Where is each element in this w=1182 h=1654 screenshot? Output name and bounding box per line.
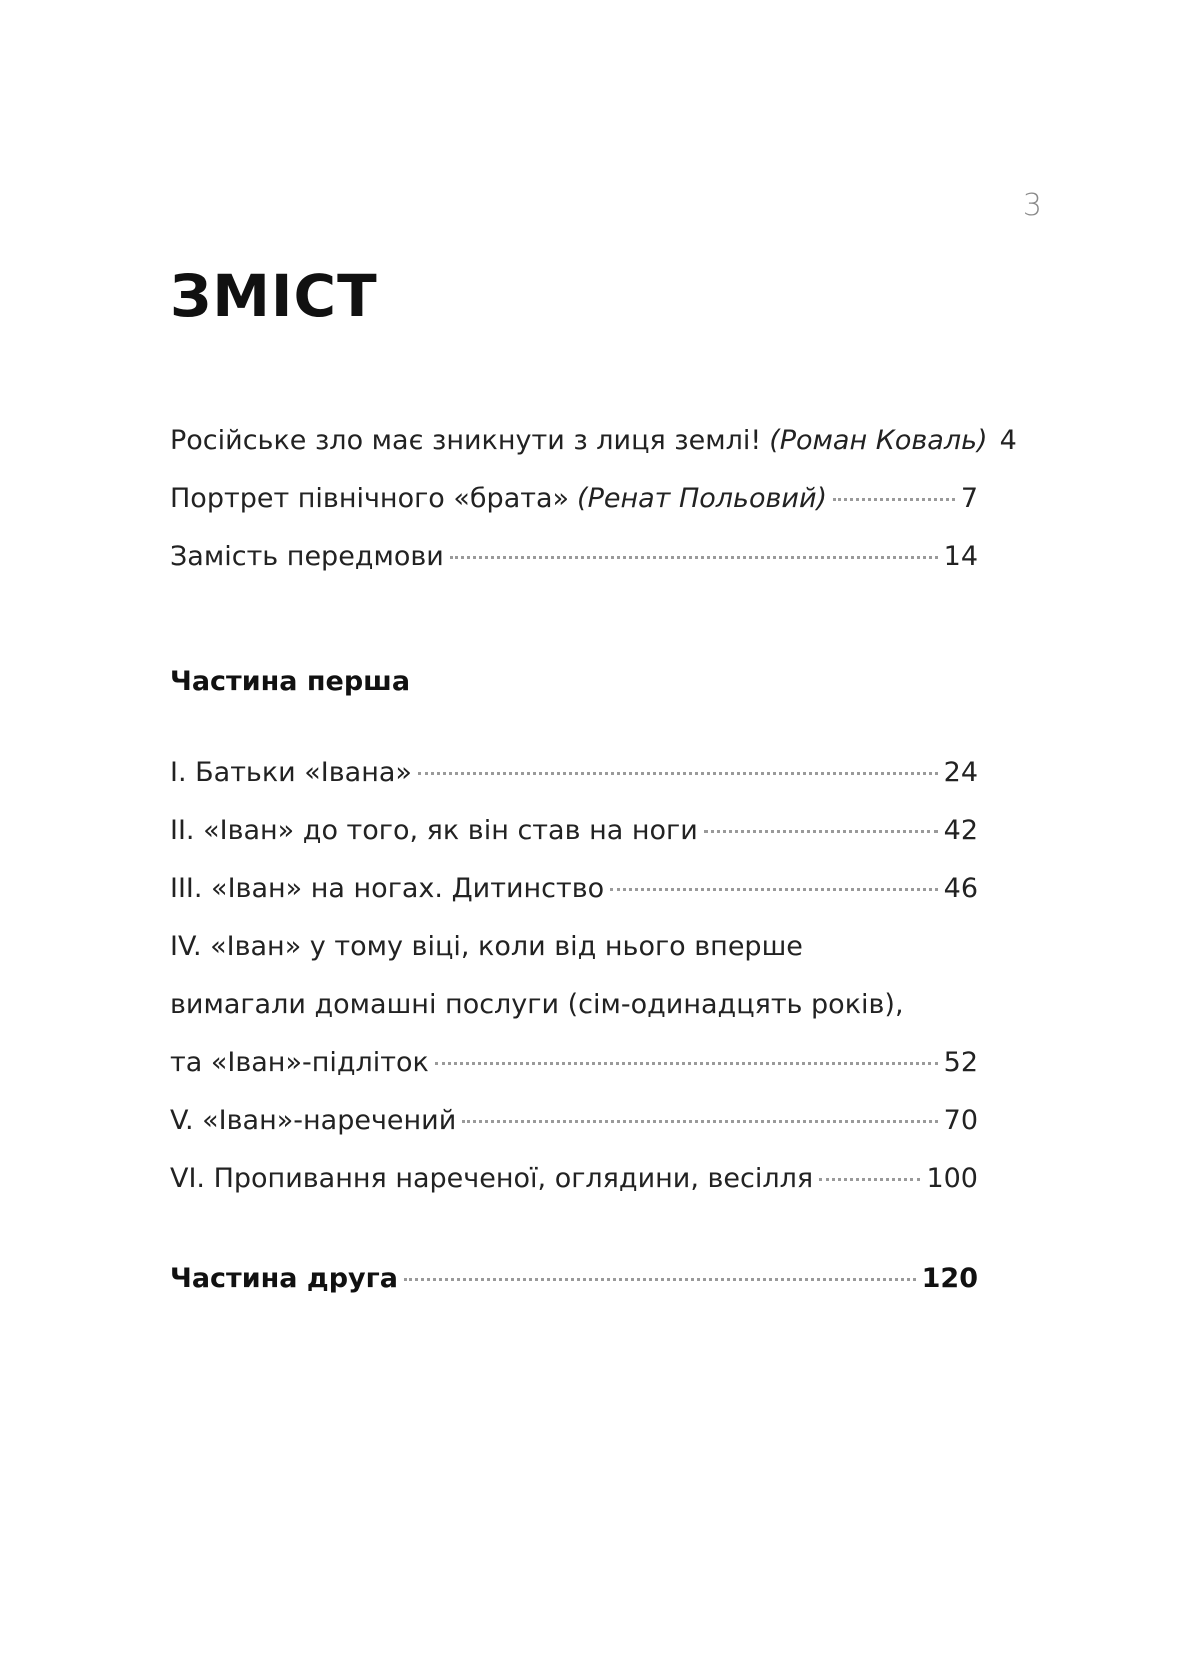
toc-entry-title: V. «Іван»-наречений: [170, 1105, 457, 1136]
toc-entry-page: 14: [943, 541, 978, 572]
toc-entry-title: І. Батьки «Івана»: [170, 757, 412, 788]
toc-entry[interactable]: [170, 860, 978, 918]
toc-entry[interactable]: [170, 412, 1017, 470]
toc-entry-page: 52: [943, 1047, 978, 1078]
toc-entry[interactable]: [170, 1150, 978, 1208]
toc-entry-title: Замість передмови: [170, 541, 444, 572]
toc-entry-title: VI. Пропивання нареченої, оглядини, весілля: [170, 1163, 814, 1194]
toc-entry-title: ІІ. «Іван» до того, як він став на ноги: [170, 815, 698, 846]
page-title: ЗМІСТ: [170, 262, 378, 330]
toc-entry-title: ІІІ. «Іван» на ногах. Дитинство: [170, 873, 605, 904]
toc-entry-author: (Роман Коваль): [769, 425, 988, 456]
part-two-toc: [170, 1250, 978, 1308]
toc-entry[interactable]: [170, 802, 978, 860]
intro-toc: [170, 412, 1017, 586]
toc-entry-page: 7: [960, 483, 978, 514]
toc-entry-author: (Ренат Польовий): [577, 483, 828, 514]
part-one-toc: [170, 744, 978, 1208]
dot-leader: [418, 772, 938, 775]
toc-entry-title: та «Іван»-підліток: [170, 1047, 429, 1078]
dot-leader: [819, 1178, 920, 1181]
part-two-heading: Частина друга: [170, 1263, 398, 1294]
toc-entry-title: Портрет північного «брата»: [170, 483, 570, 514]
part-one-heading: Частина перша: [170, 666, 411, 697]
toc-entry-page: 24: [943, 757, 978, 788]
toc-entry-title-line: вимагали домашні послуги (сім-одинадцять років),: [170, 989, 904, 1020]
dot-leader: [462, 1120, 937, 1123]
toc-entry-page: 70: [943, 1105, 978, 1136]
toc-entry[interactable]: [170, 528, 978, 586]
dot-leader: [610, 888, 937, 891]
toc-entry-last-line: [170, 1034, 978, 1092]
toc-entry-page: 42: [943, 815, 978, 846]
toc-entry[interactable]: [170, 1092, 978, 1150]
dot-leader: [833, 498, 955, 501]
toc-entry-page: 120: [921, 1263, 978, 1294]
toc-entry-title: Російське зло має зникнути з лиця землі!: [170, 425, 762, 456]
dot-leader: [704, 830, 938, 833]
page-number: 3: [1022, 188, 1042, 223]
toc-entry-page: 46: [943, 873, 978, 904]
toc-entry-page: 100: [926, 1163, 978, 1194]
dot-leader: [450, 556, 938, 559]
dot-leader: [404, 1278, 916, 1281]
toc-entry-page: 4: [999, 425, 1017, 456]
toc-entry[interactable]: [170, 744, 978, 802]
toc-entry-multiline[interactable]: [170, 918, 978, 1092]
toc-entry-title-line: IV. «Іван» у тому віці, коли від нього вперше: [170, 931, 803, 962]
dot-leader: [435, 1062, 938, 1065]
toc-entry[interactable]: [170, 470, 978, 528]
toc-entry-part-two[interactable]: [170, 1250, 978, 1308]
